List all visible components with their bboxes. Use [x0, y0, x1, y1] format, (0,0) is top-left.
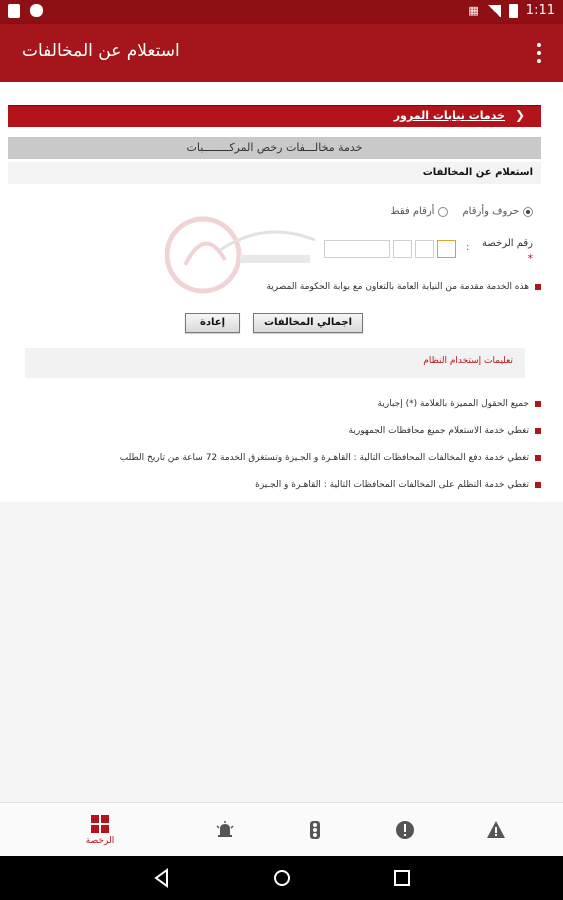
- radio-checked-icon: [523, 207, 533, 217]
- clock: 1:11: [525, 3, 555, 18]
- chevron-right-icon: ❯: [514, 108, 525, 122]
- bullet-icon: [535, 482, 541, 488]
- license-char-field-1[interactable]: [437, 240, 456, 258]
- alarm-icon: [215, 820, 235, 840]
- vibrate-icon: ▦: [468, 4, 479, 17]
- list-item: تغطي خدمة دفع المخالفات المحافظات التالية : القاهـرة و الجـيزة وتستغرق الخدمة 72 ساعة من تاريخ الطلب: [41, 444, 541, 471]
- radio-letters-numbers[interactable]: حروف وأرقام: [462, 206, 533, 217]
- list-item: جميع الحقول المميزة بالعلامة (*) إجبارية: [41, 390, 541, 417]
- instructions-list: [41, 390, 541, 498]
- section-header: خدمة مخالـــفات رخص المركــــــــبات: [8, 137, 541, 159]
- nav-item-alarm[interactable]: [212, 803, 238, 857]
- back-icon[interactable]: [152, 868, 172, 888]
- nav-label-license: الرخصة: [85, 836, 115, 846]
- traffic-light-icon: [307, 820, 323, 840]
- label-colon: :: [466, 242, 470, 253]
- license-char-field-2[interactable]: [415, 240, 434, 258]
- notification-icon: [8, 4, 20, 18]
- instructions-title: تعليمات إستخدام النظام: [423, 356, 513, 366]
- license-char-field-3[interactable]: [393, 240, 412, 258]
- battery-icon: [509, 4, 518, 18]
- overflow-menu-icon[interactable]: [535, 43, 543, 63]
- page-background: [0, 502, 563, 802]
- license-grid-icon: [90, 814, 110, 834]
- signal-icon: [487, 5, 501, 17]
- recents-icon[interactable]: [392, 868, 412, 888]
- radio-numbers-only[interactable]: أرقام فقط: [390, 206, 448, 217]
- instructions-header: [25, 348, 525, 378]
- list-item: تغطي خدمة التظلم على المخالفات المحافظات التالية : القاهـرة و الجـيزة: [41, 471, 541, 498]
- bullet-icon: [535, 428, 541, 434]
- license-number-field[interactable]: [324, 240, 390, 258]
- bullet-icon: [535, 455, 541, 461]
- required-star: *: [527, 252, 533, 265]
- home-icon[interactable]: [272, 868, 292, 888]
- total-violations-button[interactable]: اجمالي المخالفات: [253, 313, 363, 333]
- app-bar: [0, 24, 563, 82]
- status-bar: [0, 0, 563, 24]
- nav-item-warning[interactable]: [484, 803, 508, 857]
- services-bar: [8, 105, 541, 127]
- license-number-label: رقم الرخصة: [481, 238, 533, 249]
- android-icon: [30, 4, 43, 17]
- page-title: استعلام عن المخالفات: [22, 41, 180, 61]
- input-type-radio-group: [390, 206, 533, 217]
- system-navigation-bar: [0, 856, 563, 900]
- warning-icon: [486, 820, 506, 840]
- section-subtitle: استعلام عن المخالفات: [8, 162, 541, 184]
- alert-circle-icon: [395, 820, 415, 840]
- bullet-icon: [535, 401, 541, 407]
- nav-item-license[interactable]: [75, 803, 125, 857]
- service-note: هذه الخدمة مقدمة من النيابة العامة بالتعاون مع بوابة الحكومة المصرية: [266, 282, 541, 292]
- radio-unchecked-icon: [438, 207, 448, 217]
- bullet-icon: [535, 284, 541, 290]
- main-content: [0, 82, 563, 502]
- nav-item-info[interactable]: [393, 803, 417, 857]
- list-item: تغطي خدمة الاستعلام جميع محافظات الجمهورية: [41, 417, 541, 444]
- traffic-services-link[interactable]: خدمات نيابات المرور: [393, 109, 505, 122]
- nav-item-traffic-light[interactable]: [303, 803, 327, 857]
- bottom-navigation: [0, 802, 563, 856]
- reset-button[interactable]: إعادة: [185, 313, 240, 333]
